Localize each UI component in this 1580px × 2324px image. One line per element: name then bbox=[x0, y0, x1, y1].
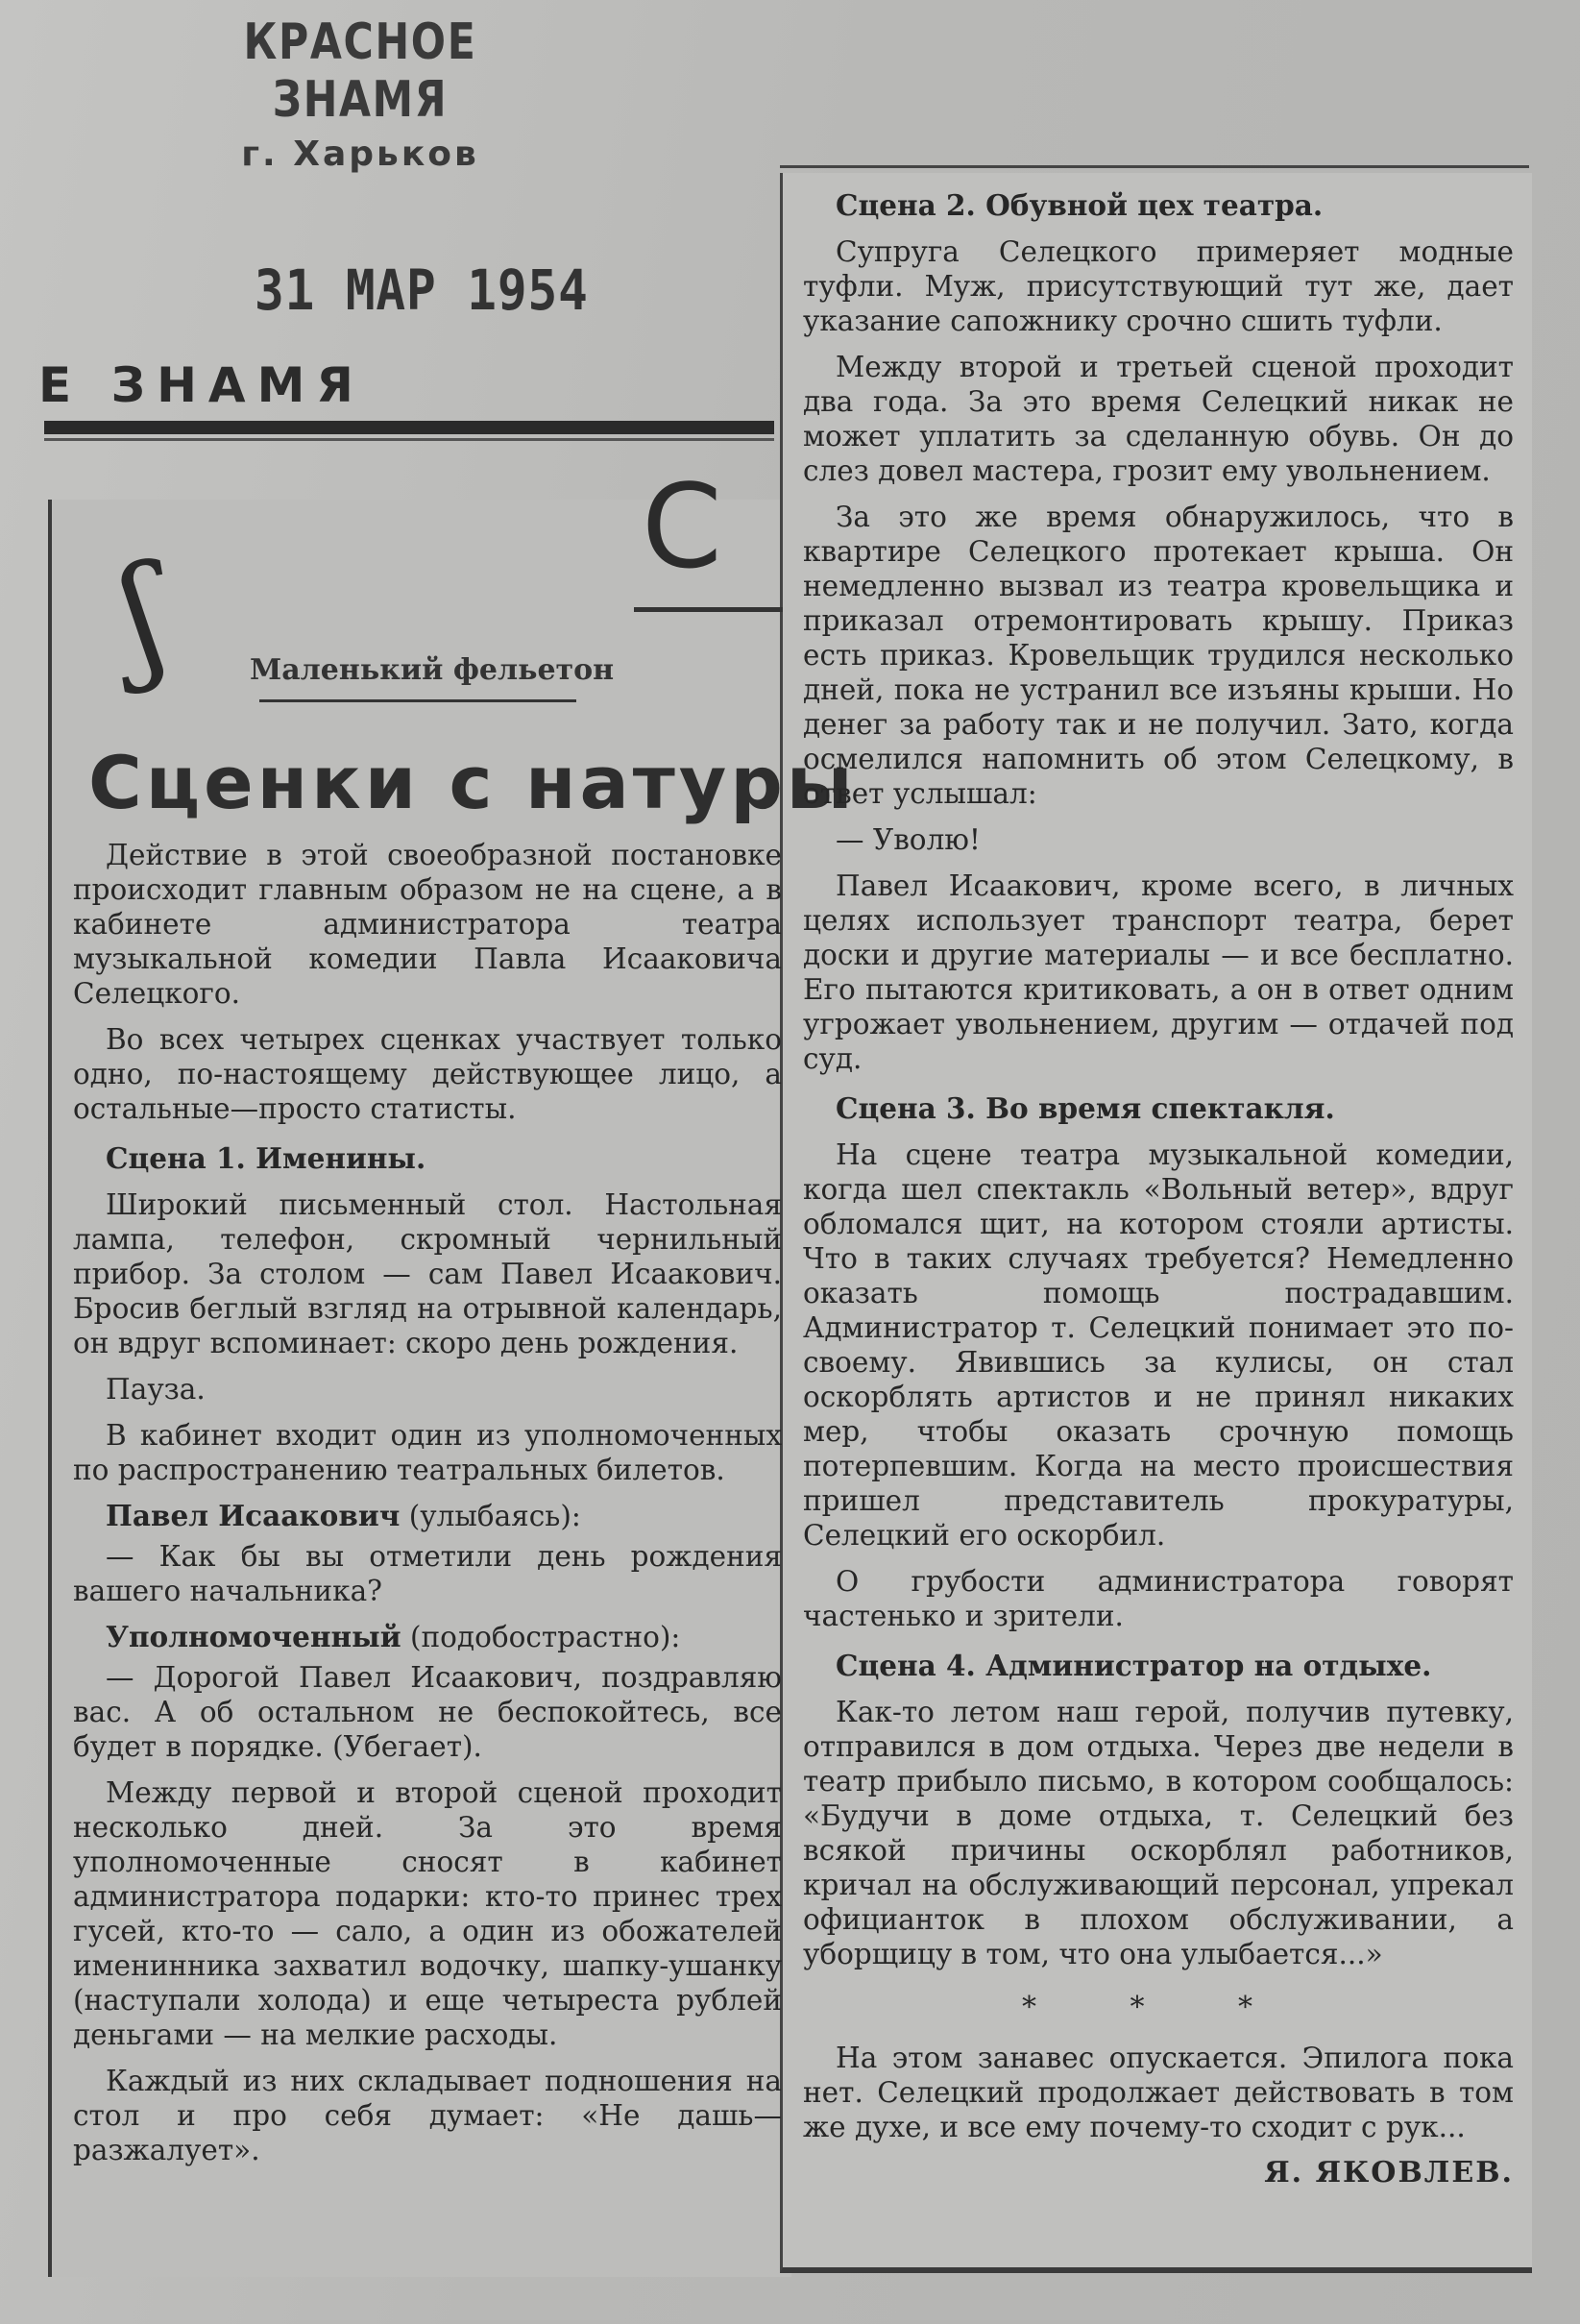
archive-stamp bbox=[144, 13, 576, 174]
scene-2-quote: — Уволю! bbox=[836, 823, 981, 856]
article-title: Сценки с натуры bbox=[88, 740, 857, 825]
initial-mark: С bbox=[642, 461, 722, 595]
section-divider-stars: * * * bbox=[1021, 1991, 1296, 2024]
speaker-2-note: (подобострастно): bbox=[409, 1621, 681, 1653]
author-signature: Я. ЯКОВЛЕВ. bbox=[1264, 2156, 1514, 2189]
left-column-text bbox=[73, 838, 782, 2179]
right-column-text bbox=[803, 188, 1514, 2202]
stamp-city: г. Харьков bbox=[241, 135, 479, 174]
pencil-mark-icon: ʃ bbox=[111, 535, 175, 697]
rubric-underline bbox=[259, 699, 576, 702]
scene-1-pause: Пауза. bbox=[106, 1373, 206, 1406]
intro-paragraph-2: Во всех четырех сценках участвует только одно, по-настоящему действующее лицо, а остальные—просто статисты. bbox=[73, 1023, 782, 1125]
initial-mark-rule bbox=[634, 607, 783, 612]
intro-paragraph-1: Действие в этой своеобразной постановке происходит главным образом не на сцене, а в кабинете администратора театра музыкальной комедии Павла Исааковича Селецкого. bbox=[73, 839, 782, 1010]
scene-2-paragraph-3: За это же время обнаружилось, что в квартире Селецкого протекает крыша. Он немедленно вызвал из театра кровельщика и приказал отремонтировать крышу. Приказ есть приказ. Кровельщик трудился несколько дней, пока не устранил все изъяны крыши. Но денег за работу так и не получил. Зато, когда осмелился напомнить об этом Селецкому, в ответ услышал: bbox=[803, 501, 1514, 810]
scene-4-paragraph-1: Как-то летом наш герой, получив путевку, отправился в дом отдыха. Через две недели в театр прибыло письмо, в котором сообщалось: «Будучи в доме отдыха, т. Селецкий без всякой причины оскорблял работников, кричал на обслуживающий персонал, упрекал официанток в плохом обслуживании, а уборщицу в том, что она улыбается...» bbox=[803, 1696, 1514, 1970]
scene-2-paragraph-4: Павел Исаакович, кроме всего, в личных целях использует транспорт театра, берет доски и другие материалы — и все бесплатно. Его пытаются критиковать, а он в ответ одним угрожает увольнением, другим — отдачей под суд. bbox=[803, 869, 1514, 1075]
scene-3-paragraph-2: О грубости администратора говорят частенько и зрители. bbox=[803, 1565, 1514, 1632]
rubric-label: Маленький фельетон bbox=[250, 653, 615, 687]
masthead-rule-thin bbox=[44, 438, 774, 441]
scene-4-title: Сцена 4. Администратор на отдыхе. bbox=[836, 1649, 1432, 1682]
scene-3-paragraph-1: На сцене театра музыкальной комедии, когда шел спектакль «Вольный ветер», вдруг обломался щит, на котором стояли артисты. Что в таких случаях требуется? Немедленно оказать помощь пострадавшим. Администратор т. Селецкий понимает это по-своему. Явившись за кулисы, он стал оскорблять артистов и не принял никаких мер, чтобы оказать срочную помощь потерпевшим. Когда на место происшествия пришел представитель прокуратуры, Селецкий его оскорбил. bbox=[803, 1138, 1514, 1552]
masthead-rule bbox=[44, 421, 774, 434]
scene-2-paragraph-2: Между второй и третьей сценой проходит два года. За это время Селецкий никак не может уплатить за сделанную обувь. Он до слез довел мастера, грозит ему увольнением. bbox=[803, 351, 1514, 487]
scene-1-paragraph-2: В кабинет входит один из уполномоченных по распространению театральных билетов. bbox=[73, 1419, 782, 1486]
speaker-2 bbox=[73, 1620, 782, 1654]
between-scenes-1-2: Между первой и второй сценой проходит несколько дней. За это время уполномоченные сносят в кабинет администратора подарки: кто-то принес трех гусей, кто-то — сало, а один из обожателей именинника захватил водочку, шапку-ушанку (наступали холода) и еще четыреста рублей деньгами — на мелкие расходы. bbox=[73, 1776, 782, 2051]
speaker-2-name: Уполномоченный bbox=[106, 1620, 401, 1653]
masthead-fragment bbox=[38, 346, 778, 452]
speaker-1-note: (улыбаясь): bbox=[408, 1500, 581, 1532]
masthead-text: Е ЗНАМЯ bbox=[38, 357, 365, 413]
scene-2-paragraph-1: Супруга Селецкого примеряет модные туфли. Муж, присутствующий тут же, дает указание сапожнику срочно сшить туфли. bbox=[803, 235, 1514, 337]
speaker-1-name: Павел Исаакович bbox=[106, 1499, 401, 1532]
speaker-1-line: — Как бы вы отметили день рождения вашего начальника? bbox=[73, 1540, 782, 1607]
scene-1-paragraph-1: Широкий письменный стол. Настольная лампа, телефон, скромный чернильный прибор. За столом — сам Павел Исаакович. Бросив беглый взгляд на отрывной календарь, он вдруг вспоминает: скоро день рождения. bbox=[73, 1188, 782, 1359]
scene-3-title: Сцена 3. Во время спектакля. bbox=[836, 1091, 1335, 1125]
speaker-1 bbox=[73, 1499, 782, 1533]
epilogue-paragraph: На этом занавес опускается. Эпилога пока нет. Селецкий продолжает действовать в том же духе, и все ему почему-то сходит с рук... bbox=[803, 2042, 1514, 2143]
scene-1-title: Сцена 1. Именины. bbox=[106, 1141, 426, 1175]
stamp-newspaper-name: КРАСНОЕ ЗНАМЯ bbox=[243, 13, 477, 129]
scene-2-title: Сцена 2. Обувной цех театра. bbox=[836, 188, 1324, 222]
speaker-2-line: — Дорогой Павел Исаакович, поздравляю вас. А об остальном не беспокойтесь, все будет в порядке. (Убегает). bbox=[73, 1661, 782, 1763]
each-one-paragraph: Каждый из них складывает подношения на стол и про себя думает: «Не дашь— разжалует». bbox=[73, 2065, 782, 2166]
stamp-date: 31 МАР 1954 bbox=[255, 257, 589, 323]
right-column-top-rule bbox=[780, 165, 1529, 168]
